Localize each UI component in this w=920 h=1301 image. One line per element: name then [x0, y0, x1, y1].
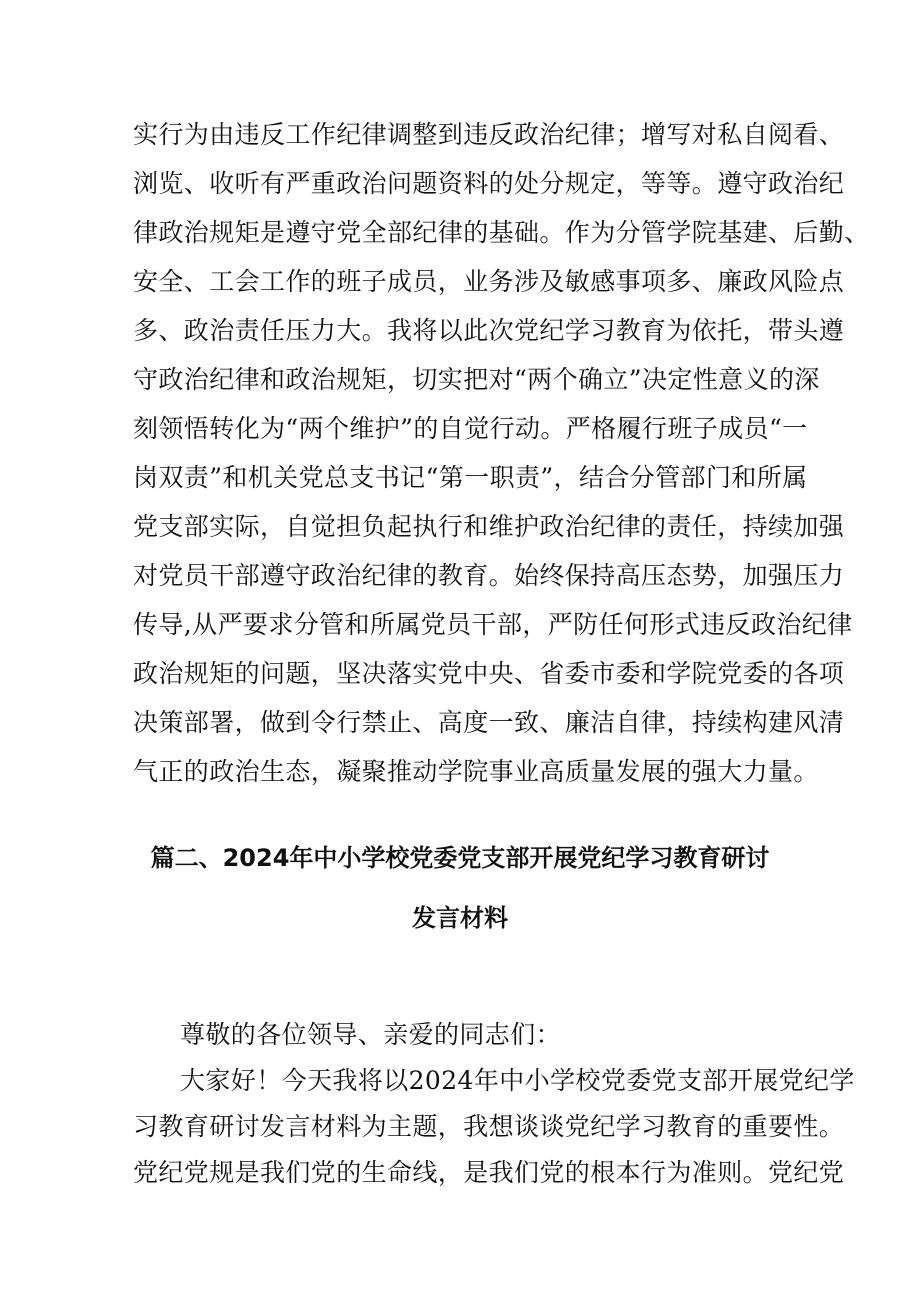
body-line: 岗双责”和机关党总支书记“第一职责”，结合分管部门和所属	[133, 463, 808, 492]
body-line: 党支部实际，自觉担负起执行和维护政治纪律的责任，持续加强	[133, 512, 845, 541]
body-line: 实行为由违反工作纪律调整到违反政治纪律；增写对私自阅看、	[133, 120, 845, 149]
body-line: 安全、工会工作的班子成员，业务涉及敏感事项多、廉政风险点	[133, 267, 845, 296]
body-line: 气正的政治生态，凝聚推动学院事业高质量发展的强大力量。	[133, 757, 819, 786]
body-line: 守政治纪律和政治规矩，切实把对“两个确立”决定性意义的深	[133, 365, 820, 394]
body-line: 刻领悟转化为“两个维护”的自觉行动。严格履行班子成员“一	[133, 414, 808, 443]
body-line: 政治规矩的问题，坚决落实党中央、省委市委和学院党委的各项	[133, 659, 845, 688]
body-line: 律政治规矩是遵守党全部纪律的基础。作为分管学院基建、后勤、	[133, 218, 870, 247]
section-heading-line-1: 篇二、2024年中小学校党委党支部开展党纪学习教育研讨	[150, 844, 770, 872]
body-line: 决策部署，做到令行禁止、高度一致、廉洁自律，持续构建风清	[133, 708, 845, 737]
body-line: 传导,从严要求分管和所属党员干部，严防任何形式违反政治纪律	[133, 610, 853, 639]
body-line: 多、政治责任压力大。我将以此次党纪学习教育为依托，带头遵	[133, 316, 845, 345]
body-line: 浏览、收听有严重政治问题资料的处分规定，等等。遵守政治纪	[133, 169, 845, 198]
salutation: 尊敬的各位领导、亲爱的同志们：	[180, 1020, 562, 1049]
body-line: 对党员干部遵守政治纪律的教育。始终保持高压态势，加强压力	[133, 561, 845, 590]
body-line: 习教育研讨发言材料为主题，我想谈谈党纪学习教育的重要性。	[133, 1112, 845, 1141]
body-line: 大家好！今天我将以2024年中小学校党委党支部开展党纪学	[180, 1066, 855, 1095]
body-line: 党纪党规是我们党的生命线，是我们党的根本行为准则。党纪党	[133, 1158, 845, 1187]
section-heading-line-2: 发言材料	[412, 904, 508, 932]
